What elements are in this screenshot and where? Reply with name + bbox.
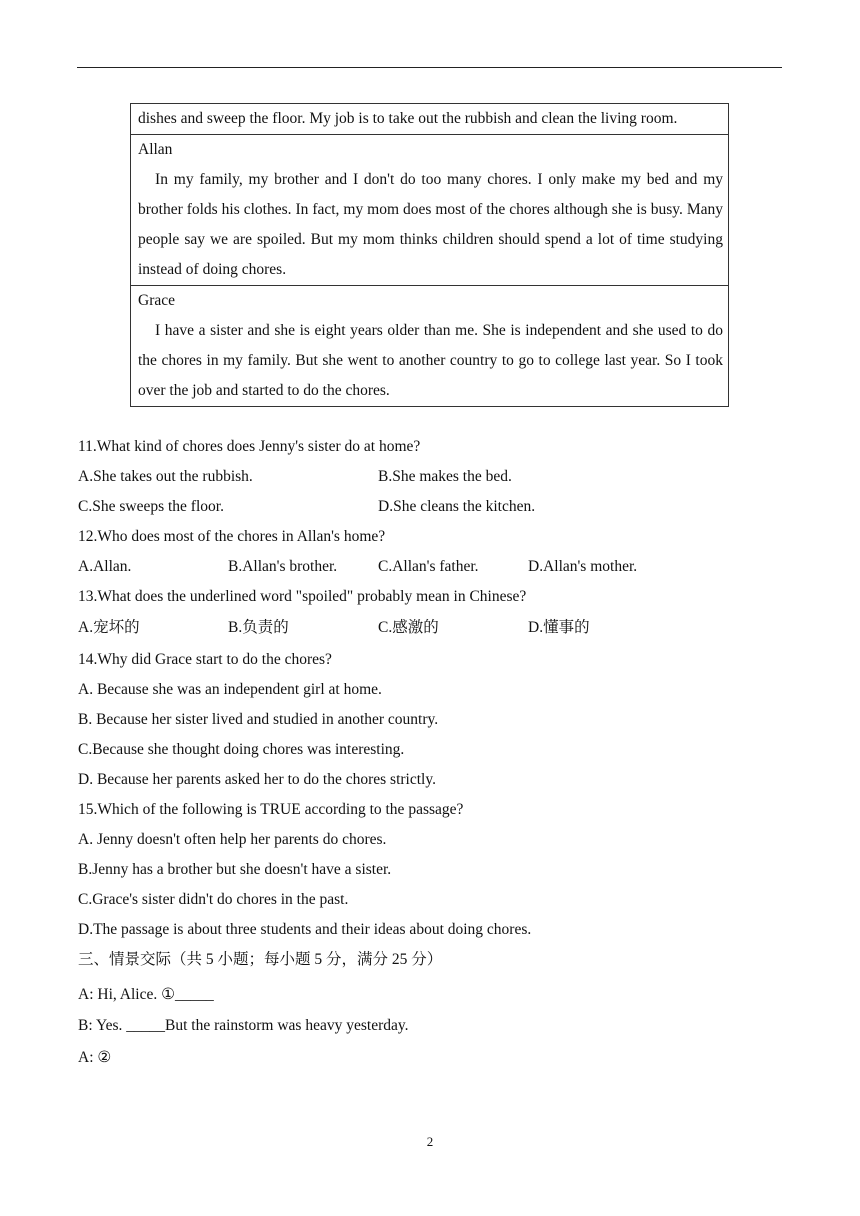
passage-cell-jenny: [131, 104, 729, 135]
question-14-stem: 14.Why did Grace start to do the chores?: [78, 651, 332, 668]
dialogue-line-2: B: Yes. _____But the rainstorm was heavy yesterday.: [78, 1017, 409, 1034]
question-11-option-d: D.She cleans the kitchen.: [378, 498, 536, 515]
question-11-option-a: A.She takes out the rubbish.: [78, 468, 253, 485]
question-11-stem: 11.What kind of chores does Jenny's sister do at home?: [78, 438, 421, 455]
question-12-stem: 12.Who does most of the chores in Allan's home?: [78, 528, 386, 545]
question-12-option-b: B.Allan's brother.: [228, 558, 338, 575]
passage-table: [130, 103, 729, 407]
question-14-option-c: C.Because she thought doing chores was interesting.: [78, 741, 405, 758]
passage-row-allan: [131, 135, 729, 286]
question-11-option-b: B.She makes the bed.: [378, 468, 512, 485]
grace-name: Grace: [138, 292, 175, 309]
question-12-option-a: A.Allan.: [78, 558, 132, 575]
question-13-option-b: B.负责的: [228, 619, 289, 636]
question-15-stem: 15.Which of the following is TRUE according to the passage?: [78, 801, 464, 818]
header-rule: [77, 67, 782, 68]
passage-row-jenny: [131, 104, 729, 135]
passage-row-grace: [131, 286, 729, 407]
question-11-option-c: C.She sweeps the floor.: [78, 498, 224, 515]
jenny-text: dishes and sweep the floor. My job is to take out the rubbish and clean the living room.: [138, 110, 678, 127]
passage-cell-allan: [131, 135, 729, 286]
question-14-option-b: B. Because her sister lived and studied in another country.: [78, 711, 439, 728]
question-13-option-d: D.懂事的: [528, 619, 590, 636]
question-12-option-c: C.Allan's father.: [378, 558, 479, 575]
question-14-option-a: A. Because she was an independent girl at home.: [78, 681, 382, 698]
question-14-option-d: D. Because her parents asked her to do the chores strictly.: [78, 771, 436, 788]
question-15-option-d: D.The passage is about three students and their ideas about doing chores.: [78, 921, 532, 938]
question-15-option-a: A. Jenny doesn't often help her parents do chores.: [78, 831, 387, 848]
question-13-option-a: A.宠坏的: [78, 619, 140, 636]
allan-text: In my family, my brother and I don't do too many chores. I only make my bed and my brother folds his clothes. In fact, my mom does most of the chores although she is busy. Many people say we are spoiled. But my mom thinks children should spend a lot of time studying instead of doing chores.: [138, 171, 723, 278]
allan-name: Allan: [138, 141, 173, 158]
passage-cell-grace: [131, 286, 729, 407]
grace-text: I have a sister and she is eight years older than me. She is independent and she used to do the chores in my family. But she went to another country to go to college last year. So I took over the job and started to do the chores.: [138, 322, 723, 399]
question-12-option-d: D.Allan's mother.: [528, 558, 638, 575]
question-13-option-c: C.感激的: [378, 619, 439, 636]
section-3-heading: 三、情景交际（共 5 小题；每小题 5 分，满分 25 分）: [78, 951, 443, 968]
question-15-option-c: C.Grace's sister didn't do chores in the past.: [78, 891, 349, 908]
dialogue-line-3: A: ②: [78, 1049, 112, 1066]
question-15-option-b: B.Jenny has a brother but she doesn't have a sister.: [78, 861, 392, 878]
page-number: 2: [426, 1134, 434, 1149]
dialogue-line-1: A: Hi, Alice. ①_____: [78, 986, 214, 1003]
question-13-stem: 13.What does the underlined word "spoiled" probably mean in Chinese?: [78, 588, 527, 605]
